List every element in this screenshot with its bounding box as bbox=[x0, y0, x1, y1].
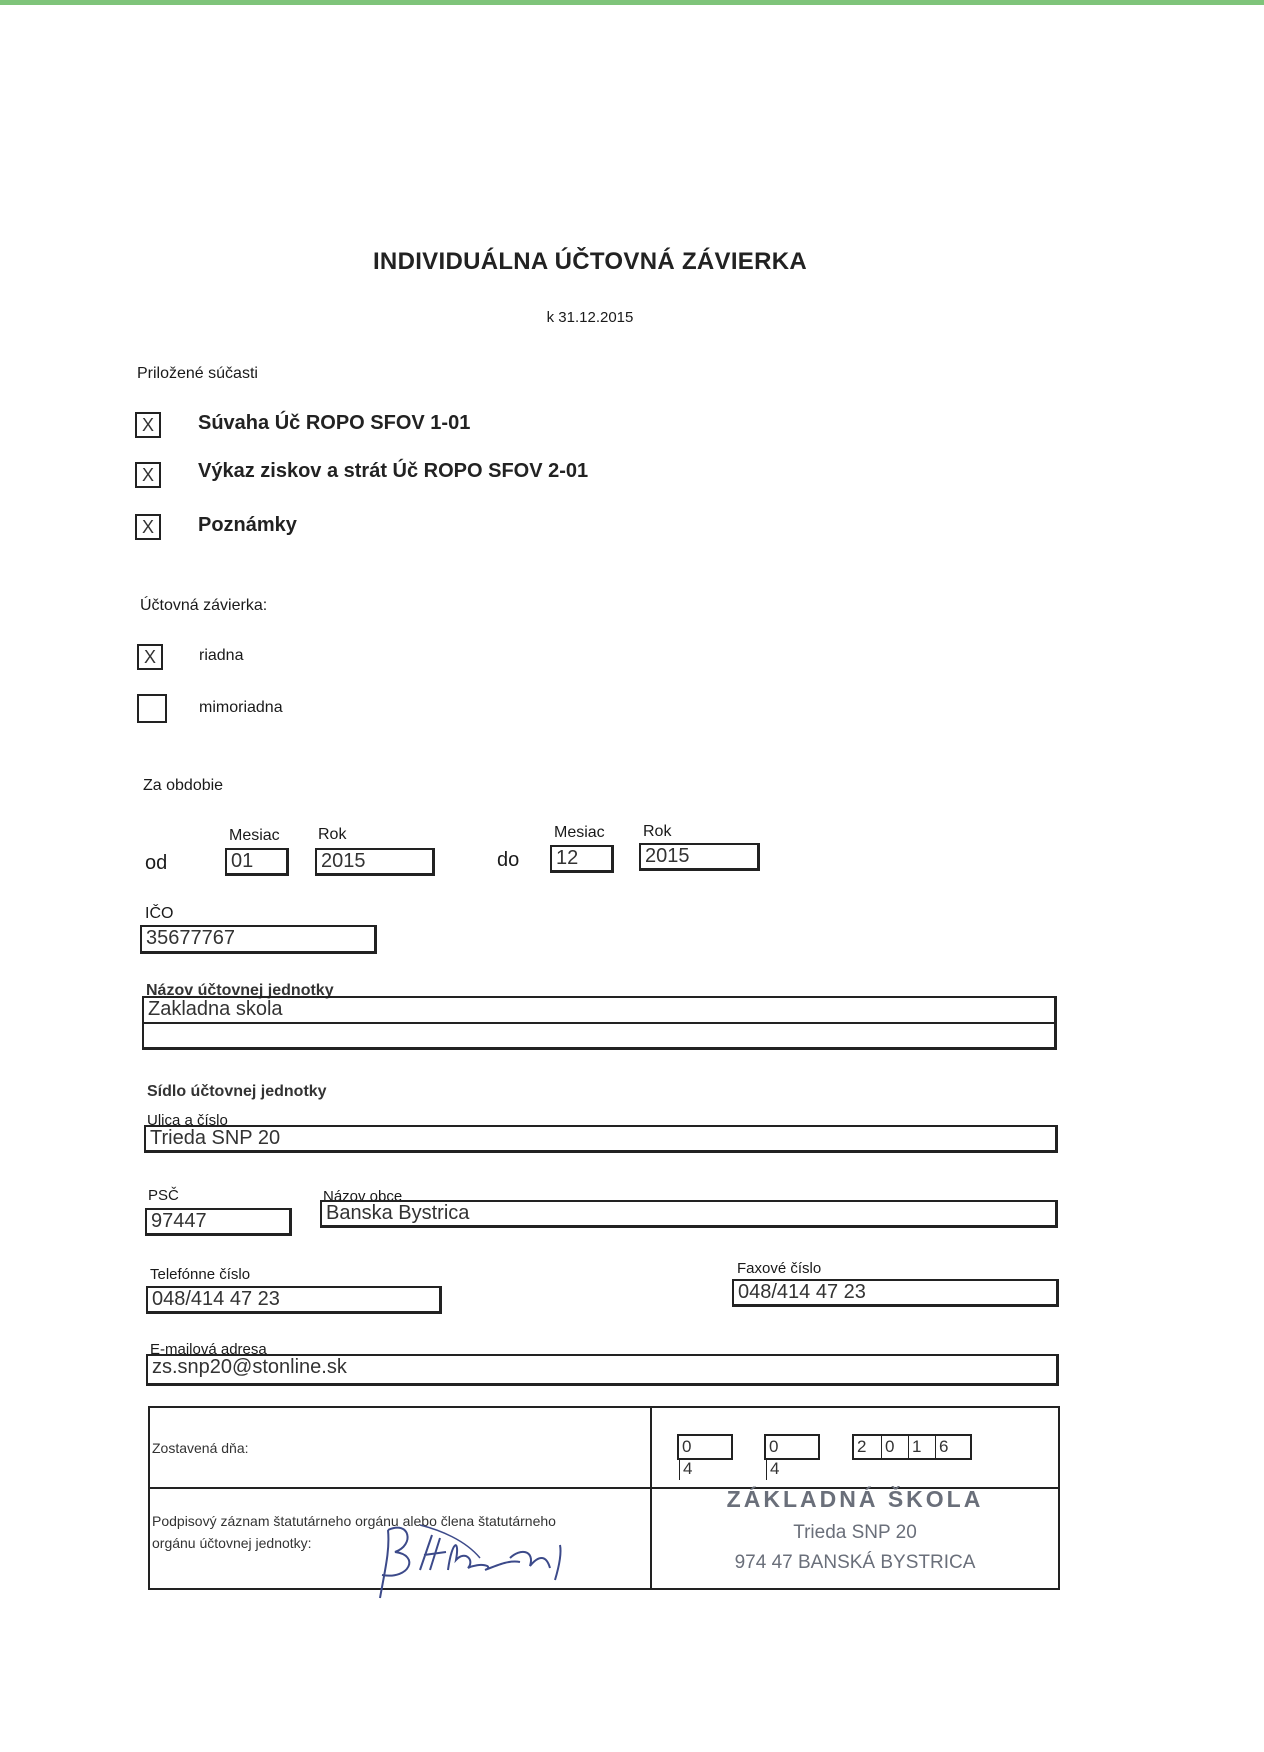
to-month-label: Mesiac bbox=[554, 824, 605, 841]
compiled-day[interactable] bbox=[677, 1434, 733, 1478]
to-month-field[interactable]: 12 bbox=[550, 845, 614, 873]
label-suvaha: Súvaha Úč ROPO SFOV 1-01 bbox=[198, 412, 471, 434]
to-year-label: Rok bbox=[643, 823, 672, 840]
stamp-line3: 974 47 BANSKÁ BYSTRICA bbox=[734, 1552, 976, 1573]
handwritten-signature bbox=[360, 1500, 580, 1600]
street-label: Ulica a číslo bbox=[147, 1112, 228, 1129]
email-label: E-mailová adresa bbox=[150, 1341, 267, 1358]
compiled-month-digit: 0 bbox=[769, 1437, 779, 1456]
fax-label: Faxové číslo bbox=[737, 1260, 822, 1277]
to-year-field[interactable]: 2015 bbox=[639, 843, 760, 871]
compiled-day-digit: 0 bbox=[682, 1437, 692, 1456]
from-year-field[interactable]: 2015 bbox=[315, 848, 435, 876]
checkbox-vykaz[interactable]: X bbox=[135, 462, 161, 488]
entity-name-line1[interactable]: Zakladna skola bbox=[142, 996, 1057, 1024]
closing-type-heading: Účtovná závierka: bbox=[140, 597, 268, 614]
phone-field[interactable]: 048/414 47 23 bbox=[146, 1286, 442, 1314]
ico-field[interactable]: 35677767 bbox=[140, 925, 377, 954]
psc-field[interactable]: 97447 bbox=[145, 1208, 292, 1236]
address-heading: Sídlo účtovnej jednotky bbox=[147, 1083, 327, 1100]
checkbox-suvaha[interactable]: X bbox=[135, 412, 161, 438]
stamp-line1: ZÁKLADNÁ ŠKOLA bbox=[726, 1486, 984, 1512]
scan-edge bbox=[0, 0, 1264, 5]
compiled-month-digit: 4 bbox=[766, 1458, 793, 1480]
compiled-label: Zostavená dňa: bbox=[152, 1440, 249, 1456]
from-month-label: Mesiac bbox=[229, 827, 280, 844]
to-label: do bbox=[497, 849, 520, 871]
stamp-line2: Trieda SNP 20 bbox=[793, 1522, 917, 1543]
checkbox-poznamky[interactable]: X bbox=[135, 514, 161, 540]
compiled-year-digit: 1 bbox=[908, 1436, 935, 1458]
compiled-year[interactable] bbox=[852, 1434, 972, 1460]
compiled-month[interactable] bbox=[764, 1434, 820, 1478]
attachments-heading: Priložené súčasti bbox=[137, 365, 258, 382]
document-date: k 31.12.2015 bbox=[546, 309, 634, 326]
compiled-year-digit: 2 bbox=[857, 1437, 867, 1456]
checkbox-mimoriadna[interactable] bbox=[137, 694, 167, 723]
entity-name-label: Názov účtovnej jednotky bbox=[146, 982, 334, 999]
label-poznamky: Poznámky bbox=[198, 514, 297, 536]
label-vykaz: Výkaz ziskov a strát Úč ROPO SFOV 2-01 bbox=[198, 460, 589, 482]
compiled-year-digit: 0 bbox=[881, 1436, 908, 1458]
label-mimoriadna: mimoriadna bbox=[199, 699, 283, 716]
compiled-day-digit: 4 bbox=[679, 1458, 706, 1480]
period-heading: Za obdobie bbox=[143, 777, 224, 794]
entity-name-line2[interactable] bbox=[142, 1022, 1057, 1050]
email-field[interactable]: zs.snp20@stonline.sk bbox=[146, 1354, 1059, 1386]
from-year-label: Rok bbox=[318, 826, 347, 843]
city-field[interactable]: Banska Bystrica bbox=[320, 1200, 1058, 1228]
signature-label-line1: Podpisový záznam štatutárneho orgánu alebo člena štatutárneho bbox=[152, 1513, 556, 1529]
phone-label: Telefónne číslo bbox=[150, 1266, 251, 1283]
document-title: INDIVIDUÁLNA ÚČTOVNÁ ZÁVIERKA bbox=[372, 248, 808, 275]
signature-label-line2: orgánu účtovnej jednotky: bbox=[152, 1535, 312, 1551]
label-riadna: riadna bbox=[199, 647, 244, 664]
checkbox-riadna[interactable]: X bbox=[137, 644, 163, 670]
fax-field[interactable]: 048/414 47 23 bbox=[732, 1279, 1059, 1307]
compiled-year-digit: 6 bbox=[935, 1436, 962, 1458]
from-label: od bbox=[145, 852, 168, 874]
ico-label: IČO bbox=[145, 905, 174, 922]
street-field[interactable]: Trieda SNP 20 bbox=[144, 1125, 1058, 1153]
psc-label: PSČ bbox=[148, 1187, 179, 1204]
city-label: Názov obce bbox=[323, 1188, 403, 1205]
from-month-field[interactable]: 01 bbox=[225, 848, 289, 876]
